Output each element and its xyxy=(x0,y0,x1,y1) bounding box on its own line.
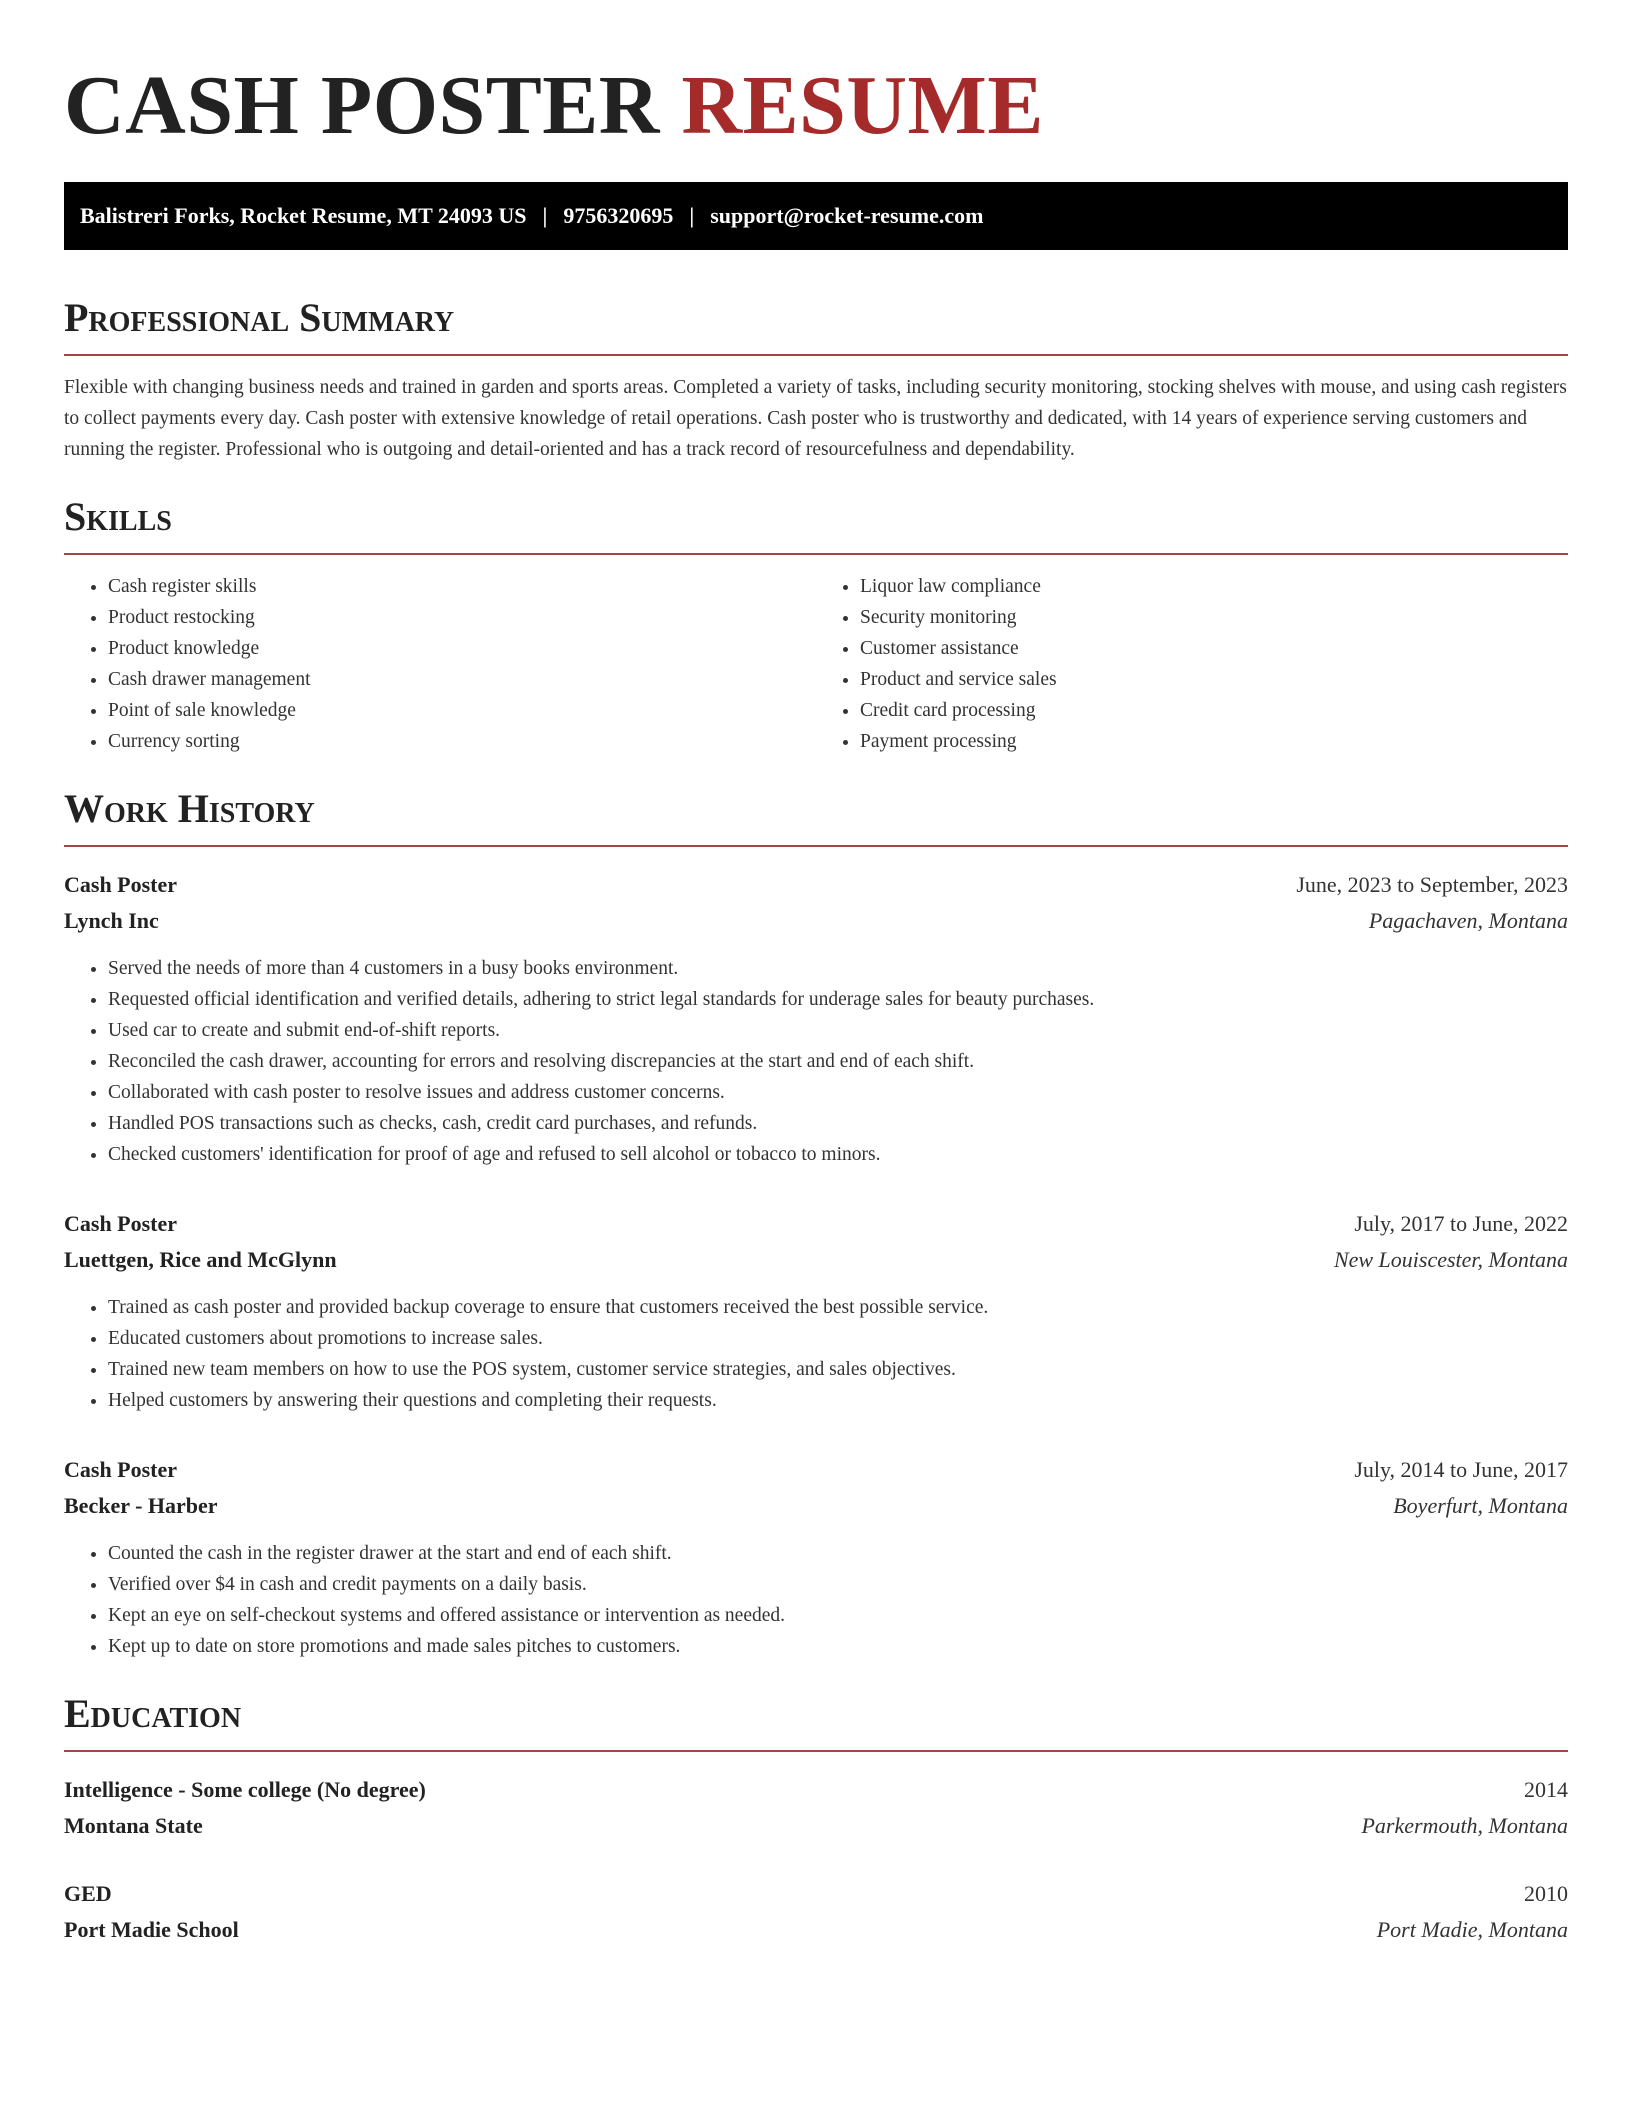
job-header-row xyxy=(64,867,1568,903)
section-heading: Education xyxy=(64,1691,242,1736)
education-school: Montana State xyxy=(64,1813,203,1838)
job-company-row xyxy=(64,903,1568,939)
skill-item: • Cash register skills xyxy=(108,571,816,602)
skill-item: • Credit card processing xyxy=(860,695,1568,726)
duty-item: • Served the needs of more than 4 customers in a busy books environment. xyxy=(108,953,1568,984)
title-main: CASH POSTER xyxy=(64,59,660,152)
section-heading: Professional Summary xyxy=(64,295,455,340)
section-heading: Work History xyxy=(64,786,315,831)
contact-bar xyxy=(64,182,1568,250)
duty-item: • Trained as cash poster and provided backup coverage to ensure that customers received the best possible service. xyxy=(108,1292,1568,1323)
education-entry xyxy=(64,1876,1568,1948)
job-company: Becker - Harber xyxy=(64,1493,218,1518)
job-list xyxy=(64,867,1568,1662)
skill-item: • Security monitoring xyxy=(860,602,1568,633)
contact-separator: | xyxy=(689,203,695,228)
contact-address: Balistreri Forks, Rocket Resume, MT 24093 US xyxy=(80,203,527,228)
job-dates: July, 2014 to June, 2017 xyxy=(1354,1457,1568,1482)
job-header-row xyxy=(64,1452,1568,1488)
education-section xyxy=(64,1690,1568,1948)
education-location: Parkermouth, Montana xyxy=(1361,1813,1568,1838)
job-entry xyxy=(64,1206,1568,1416)
education-location: Port Madie, Montana xyxy=(1376,1917,1568,1942)
job-location: New Louiscester, Montana xyxy=(1333,1247,1568,1272)
job-header-row xyxy=(64,1206,1568,1242)
job-company: Luettgen, Rice and McGlynn xyxy=(64,1247,337,1272)
skill-item: • Payment processing xyxy=(860,726,1568,757)
job-company-row xyxy=(64,1488,1568,1524)
job-company: Lynch Inc xyxy=(64,908,159,933)
professional-summary-section xyxy=(64,294,1568,465)
duty-item: • Kept up to date on store promotions and made sales pitches to customers. xyxy=(108,1631,1568,1662)
duty-item: • Counted the cash in the register drawer at the start and end of each shift. xyxy=(108,1538,1568,1569)
contact-phone: 9756320695 xyxy=(563,203,674,228)
job-company-row xyxy=(64,1242,1568,1278)
job-title: Cash Poster xyxy=(64,1211,178,1236)
duty-item: • Handled POS transactions such as checks, cash, credit card purchases, and refunds. xyxy=(108,1108,1568,1139)
skill-item: • Currency sorting xyxy=(108,726,816,757)
resume-title xyxy=(64,60,1568,152)
skill-item: • Product and service sales xyxy=(860,664,1568,695)
skill-item: • Point of sale knowledge xyxy=(108,695,816,726)
education-year: 2010 xyxy=(1524,1881,1568,1906)
duty-item: • Educated customers about promotions to increase sales. xyxy=(108,1323,1568,1354)
skill-item: • Product knowledge xyxy=(108,633,816,664)
skill-item: • Product restocking xyxy=(108,602,816,633)
duty-item: • Checked customers' identification for proof of age and refused to sell alcohol or tobacco to minors. xyxy=(108,1139,1568,1170)
duty-item: • Kept an eye on self-checkout systems and offered assistance or intervention as needed. xyxy=(108,1600,1568,1631)
duty-item: • Collaborated with cash poster to resolve issues and address customer concerns. xyxy=(108,1077,1568,1108)
duty-item: • Reconciled the cash drawer, accounting for errors and resolving discrepancies at the start and end of each shift. xyxy=(108,1046,1568,1077)
contact-separator: | xyxy=(542,203,548,228)
skill-item: • Cash drawer management xyxy=(108,664,816,695)
education-header-row xyxy=(64,1772,1568,1808)
job-location: Boyerfurt, Montana xyxy=(1393,1493,1568,1518)
work-history-section xyxy=(64,785,1568,1662)
skills-column-right xyxy=(816,571,1568,757)
skills-grid xyxy=(64,571,1568,757)
section-divider xyxy=(64,1750,1568,1752)
education-year: 2014 xyxy=(1524,1777,1568,1802)
job-duties xyxy=(64,1538,1568,1662)
title-accent: RESUME xyxy=(681,59,1044,152)
education-header-row xyxy=(64,1876,1568,1912)
job-entry xyxy=(64,1452,1568,1662)
skill-item: • Liquor law compliance xyxy=(860,571,1568,602)
education-entry xyxy=(64,1772,1568,1844)
duty-item: • Used car to create and submit end-of-shift reports. xyxy=(108,1015,1568,1046)
education-school: Port Madie School xyxy=(64,1917,239,1942)
job-title: Cash Poster xyxy=(64,1457,178,1482)
duty-item: • Helped customers by answering their questions and completing their requests. xyxy=(108,1385,1568,1416)
duty-item: • Verified over $4 in cash and credit payments on a daily basis. xyxy=(108,1569,1568,1600)
section-divider xyxy=(64,354,1568,356)
section-divider xyxy=(64,845,1568,847)
education-school-row xyxy=(64,1912,1568,1948)
job-dates: July, 2017 to June, 2022 xyxy=(1354,1211,1568,1236)
contact-email[interactable]: support@rocket-resume.com xyxy=(710,203,984,228)
job-dates: June, 2023 to September, 2023 xyxy=(1296,872,1568,897)
education-degree: GED xyxy=(64,1881,112,1906)
education-degree: Intelligence - Some college (No degree) xyxy=(64,1777,426,1802)
duty-item: • Requested official identification and verified details, adhering to strict legal standards for underage sales for beauty purchases. xyxy=(108,984,1568,1015)
skills-section xyxy=(64,493,1568,757)
section-divider xyxy=(64,553,1568,555)
job-location: Pagachaven, Montana xyxy=(1368,908,1568,933)
skills-column-left xyxy=(64,571,816,757)
resume-page xyxy=(64,0,1568,1948)
summary-text: Flexible with changing business needs and trained in garden and sports areas. Completed a variety of tasks, including security monitoring, stocking shelves with mouse, and using cash registers to collect payments every day. Cash poster with extensive knowledge of retail operations. Cash poster who is trustworthy and dedicated, with 14 years of experience serving customers and running the register. Professional who is outgoing and detail-oriented and has a track record of resourcefulness and dependability. xyxy=(64,377,1567,460)
section-heading: Skills xyxy=(64,494,172,539)
education-list xyxy=(64,1772,1568,1948)
job-title: Cash Poster xyxy=(64,872,178,897)
education-school-row xyxy=(64,1808,1568,1844)
skill-item: • Customer assistance xyxy=(860,633,1568,664)
job-entry xyxy=(64,867,1568,1170)
duty-item: • Trained new team members on how to use the POS system, customer service strategies, and sales objectives. xyxy=(108,1354,1568,1385)
job-duties xyxy=(64,1292,1568,1416)
job-duties xyxy=(64,953,1568,1170)
